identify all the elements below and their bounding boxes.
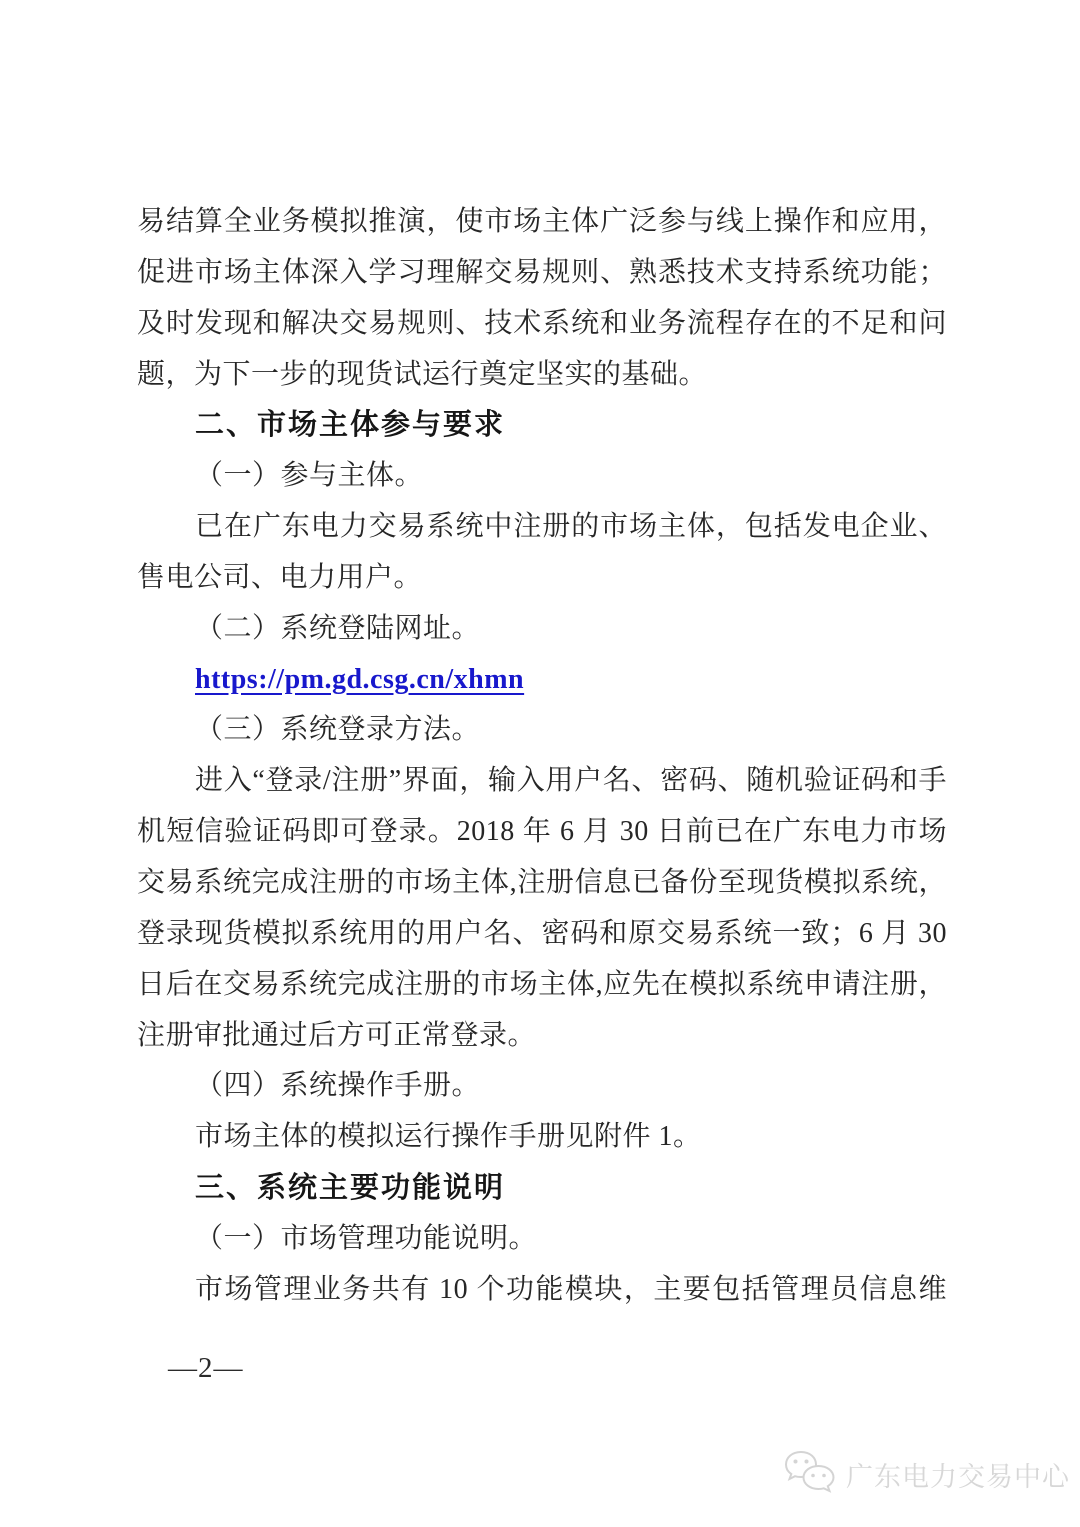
body-line: 市场管理业务共有 10 个功能模块，主要包括管理员信息维	[195, 1273, 947, 1305]
body-line: 题，为下一步的现货试运行奠定坚实的基础。	[137, 358, 708, 390]
body-line: 注册审批通过后方可正常登录。	[137, 1019, 537, 1051]
body-line: 登录现货模拟系统用的用户名、密码和原交易系统一致；6 月 30	[137, 917, 947, 949]
body-line: 机短信验证码即可登录。2018 年 6 月 30 日前已在广东电力市场	[137, 816, 947, 848]
system-login-url-link[interactable]: https://pm.gd.csg.cn/xhmn	[195, 663, 525, 695]
body-line: 售电公司、电力用户。	[137, 561, 423, 593]
body-line: 易结算全业务模拟推演，使市场主体广泛参与线上操作和应用，	[137, 206, 947, 237]
body-line: （一）市场管理功能说明。	[195, 1222, 538, 1254]
body-line: （一）参与主体。	[195, 460, 424, 492]
body-line: 及时发现和解决交易规则、技术系统和业务流程存在的不足和问	[137, 307, 947, 339]
body-line: （三）系统登录方法。	[195, 714, 481, 746]
footer-watermark	[783, 1448, 1070, 1500]
section-heading: 三、系统主要功能说明	[195, 1172, 506, 1205]
body-line: 交易系统完成注册的市场主体,注册信息已备份至现货模拟系统，	[137, 866, 947, 898]
page-number: —2—	[168, 1352, 244, 1384]
body-line: （二）系统登陆网址。	[195, 612, 481, 644]
body-line: （四）系统操作手册。	[195, 1070, 481, 1102]
body-line: 进入“登录/注册”界面，输入用户名、密码、随机验证码和手	[195, 765, 947, 797]
wechat-icon	[783, 1448, 837, 1500]
body-line: 日后在交易系统完成注册的市场主体,应先在模拟系统申请注册，	[137, 968, 947, 1000]
body-line: 市场主体的模拟运行操作手册见附件 1。	[195, 1121, 702, 1153]
body-line: 促进市场主体深入学习理解交易规则、熟悉技术支持系统功能；	[137, 256, 947, 288]
body-line	[137, 655, 947, 706]
footer-brand-text: 广东电力交易中心	[846, 1461, 1070, 1492]
document-body	[137, 197, 947, 1316]
section-heading: 二、市场主体参与要求	[195, 409, 506, 442]
body-line: 已在广东电力交易系统中注册的市场主体，包括发电企业、	[195, 511, 947, 543]
